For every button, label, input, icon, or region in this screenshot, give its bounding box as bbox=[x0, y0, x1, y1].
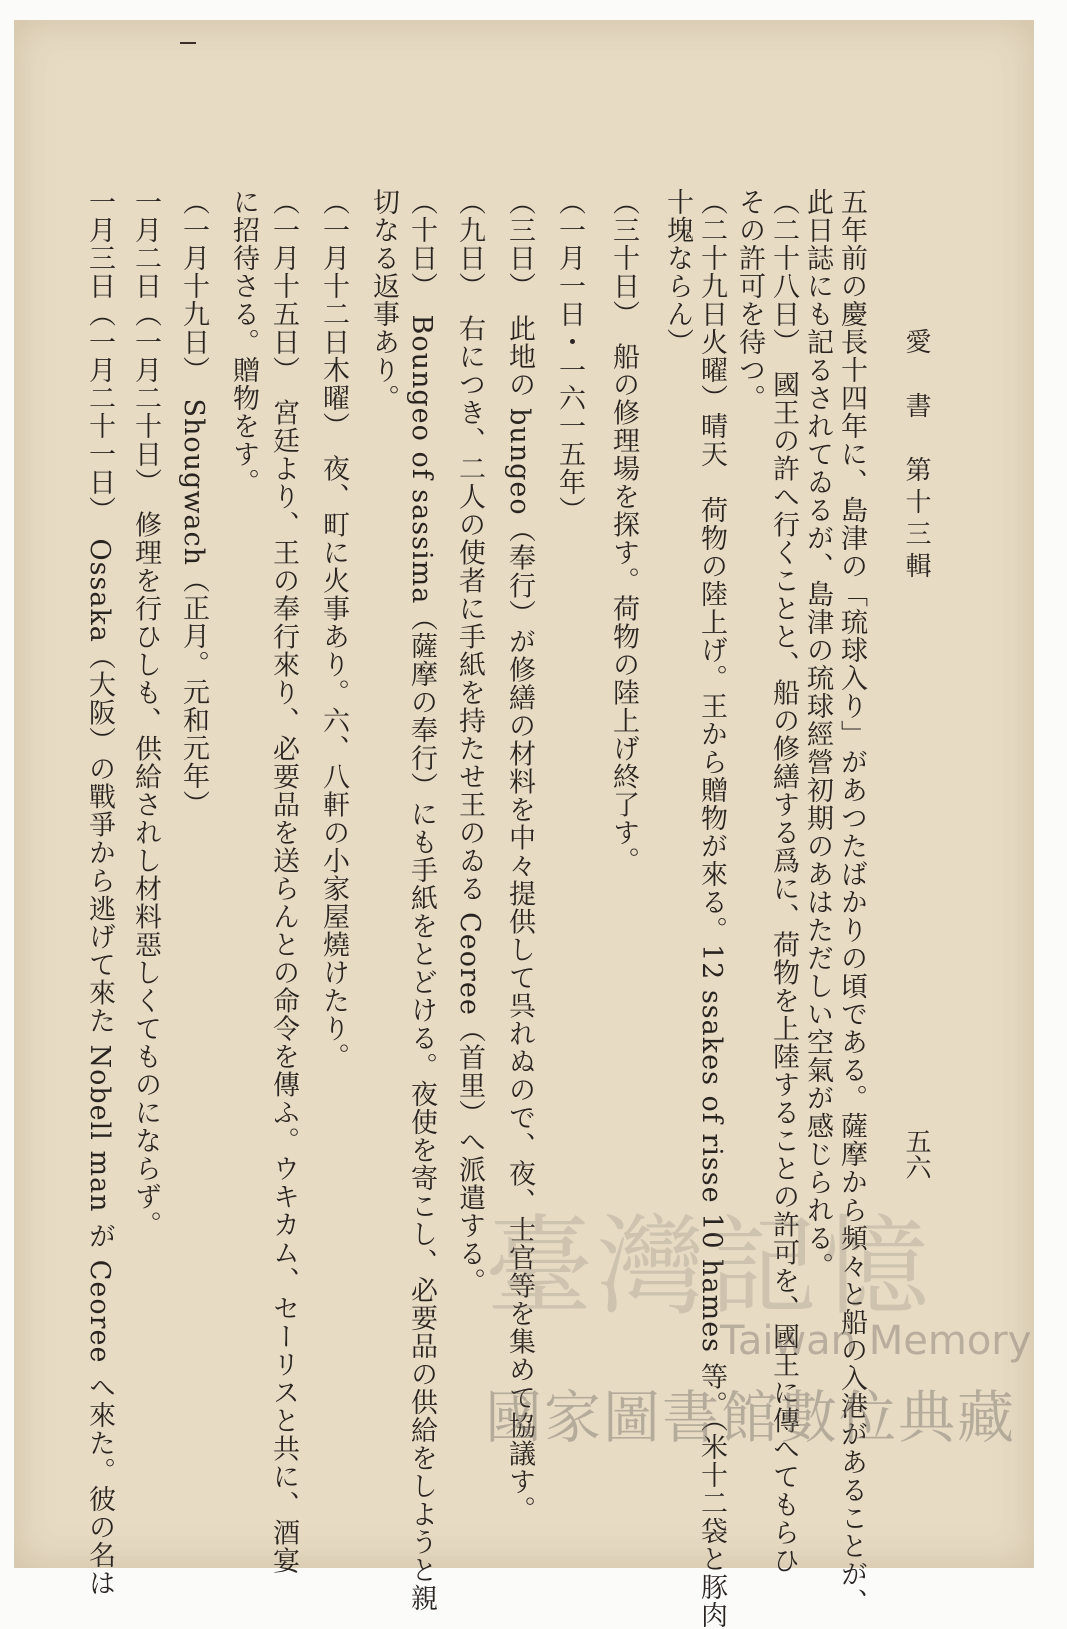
watermark-english: Taiwan Memory bbox=[720, 1318, 1032, 1364]
text-column: 一月三日（一月二十一日） Ossaka（大阪）の戰爭から逃げて來た Nobell man が Ceoree へ來た。彼の名は bbox=[84, 188, 115, 1598]
margin-mark bbox=[180, 42, 196, 44]
text-column: 一月二日（一月二十日） 修理を行ひしも、供給されし材料惡しくてものにならず。 bbox=[130, 188, 161, 1239]
text-column: （二十八日） 國王の許へ行くことと、船の修繕する爲に、荷物を上陸することの許可を、國王に傳へてもらひ bbox=[768, 188, 799, 1575]
text-column: （一月十二日木曜） 夜、町に火事あり。六、八軒の小家屋燒けたり。 bbox=[318, 188, 349, 1071]
text-column: その許可を待つ。 bbox=[734, 188, 765, 412]
watermark-calligraphy: 臺灣記憶 bbox=[485, 1205, 934, 1330]
text-column: （九日） 右につき、二人の使者に手紙を持たせ王のゐる Ceoree（首里）へ派遣する。 bbox=[454, 188, 485, 1296]
text-column: 十塊ならん） bbox=[662, 188, 693, 356]
text-column: 五年前の慶長十四年に、島津の「琉球入り」があつたばかりの頃である。薩摩から頻々と船の入港があることが、 bbox=[836, 188, 867, 1616]
text-column: （十日） Boungeo of sassima（薩摩の奉行）にも手紙をとどける。夜使を寄こし、必要品の供給をしようと親 bbox=[406, 188, 437, 1613]
text-column: （一月十五日） 宮廷より、王の奉行來り、必要品を送らんとの命令を傳ふ。ウキカム、セーリスと共に、酒宴 bbox=[268, 188, 299, 1575]
text-column: （一月一日・一六一五年） bbox=[554, 188, 585, 524]
text-column: （三十日） 船の修理場を探す。荷物の陸上げ終了す。 bbox=[608, 188, 639, 875]
text-column: 切なる返事あり。 bbox=[368, 188, 399, 412]
text-column: 此日誌にも記るされてゐるが、島津の琉球經營初期のあはただしい空氣が感じられる。 bbox=[802, 188, 833, 1280]
text-column: （三日） 此地の bungeo（奉行）が修繕の材料を中々提供して呉れぬので、夜、士官等を集めて協議す。 bbox=[504, 188, 535, 1524]
text-column: （一月十九日） Shougwach（正月。元和元年） bbox=[178, 188, 209, 819]
running-header: 愛 書 第十三輯 bbox=[901, 328, 931, 584]
text-column: （二十九日火曜）晴天 荷物の陸上げ。王から贈物が來る。12 ssakes of risse 10 hames 等。（米十二袋と豚肉 bbox=[696, 188, 727, 1629]
page-number: 五六 bbox=[901, 1128, 931, 1180]
text-column: に招待さる。贈物をす。 bbox=[228, 188, 259, 496]
watermark-library: 國家圖書館數位典藏 bbox=[485, 1385, 1016, 1451]
